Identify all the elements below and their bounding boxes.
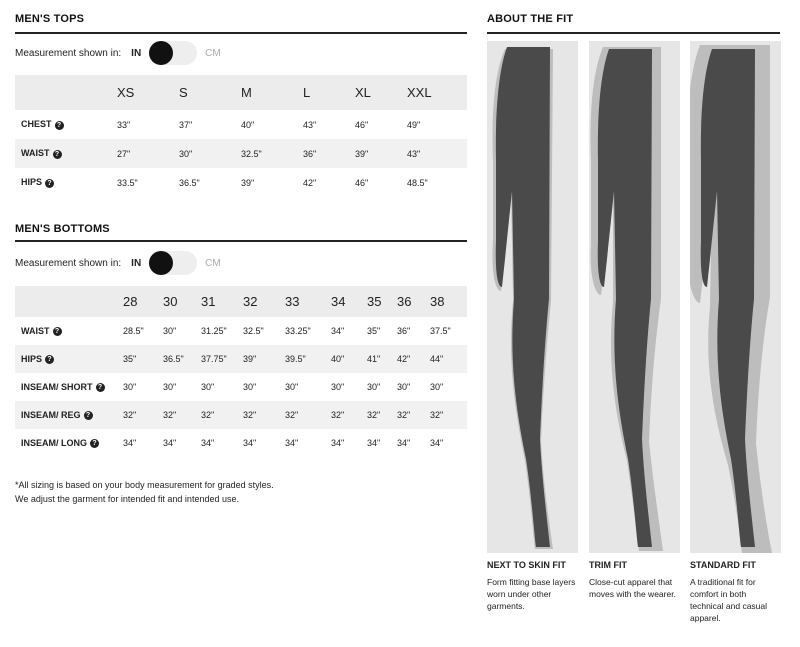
- table-cell: 35": [123, 354, 137, 364]
- tops-size-table: [15, 75, 467, 197]
- table-cell: 32": [367, 410, 381, 420]
- tops-size-header: M: [241, 85, 252, 100]
- row-label-text: INSEAM/ SHORT: [21, 381, 93, 392]
- bottoms-size-header: 32: [243, 294, 258, 309]
- fit-name-trim: TRIM FIT: [589, 560, 627, 570]
- fit-figure-trim: [589, 41, 680, 553]
- table-cell: 32.5": [243, 326, 264, 336]
- bottoms-size-header: 33: [285, 294, 300, 309]
- table-cell: 42": [303, 177, 317, 188]
- table-cell: 30": [331, 382, 345, 392]
- fit-desc-trim: Close-cut apparel that moves with the wearer.: [589, 577, 676, 599]
- table-cell: 32": [243, 410, 257, 420]
- table-cell: 30": [285, 382, 299, 392]
- table-row: [15, 139, 467, 168]
- table-cell: 32": [201, 410, 215, 420]
- table-cell: 36.5": [163, 354, 184, 364]
- table-cell: 32.5": [241, 148, 262, 159]
- tops-unit-cm[interactable]: CM: [205, 47, 221, 59]
- table-cell: 30": [163, 326, 177, 336]
- tops-header-empty: [15, 75, 117, 110]
- help-icon[interactable]: ?: [53, 327, 62, 336]
- tops-size-header: XL: [355, 85, 371, 100]
- table-row: [15, 168, 467, 197]
- bottoms-header-row: [15, 286, 467, 317]
- row-label-text: WAIST: [21, 148, 50, 159]
- bottoms-size-header: 30: [163, 294, 178, 309]
- bottoms-unit-toggle[interactable]: [149, 251, 197, 275]
- table-cell: 33": [117, 119, 131, 130]
- bottoms-unit-cm[interactable]: CM: [205, 257, 221, 269]
- table-cell: 34": [430, 438, 444, 448]
- help-icon[interactable]: ?: [45, 179, 54, 188]
- row-label-text: HIPS: [21, 177, 43, 188]
- toggle-knob: [149, 41, 173, 65]
- body-silhouette: [598, 49, 652, 547]
- help-icon[interactable]: ?: [84, 411, 93, 420]
- fit-figure-next-to-skin: [487, 41, 578, 553]
- table-cell: 39": [243, 354, 257, 364]
- table-cell: 40": [331, 354, 345, 364]
- bottoms-unit-in[interactable]: IN: [131, 257, 142, 269]
- table-row: [15, 317, 467, 345]
- table-row: [15, 110, 467, 139]
- table-cell: 30": [397, 382, 411, 392]
- row-label-text: INSEAM/ LONG: [21, 437, 88, 448]
- table-cell: 34": [367, 438, 381, 448]
- tops-unit-selector: [15, 41, 221, 65]
- bottoms-size-header: 35: [367, 294, 382, 309]
- help-icon[interactable]: ?: [45, 355, 54, 364]
- table-cell: 39": [241, 177, 255, 188]
- table-cell: 34": [201, 438, 215, 448]
- table-cell: 34": [331, 326, 345, 336]
- table-cell: 28.5": [123, 326, 144, 336]
- table-cell: 36": [303, 148, 317, 159]
- bottoms-size-header: 36: [397, 294, 412, 309]
- table-cell: 34": [163, 438, 177, 448]
- fit-name-standard: STANDARD FIT: [690, 560, 756, 570]
- table-cell: 30": [367, 382, 381, 392]
- tops-size-header: L: [303, 85, 311, 100]
- table-cell: 46": [355, 119, 369, 130]
- toggle-knob: [149, 251, 173, 275]
- row-label: [15, 168, 117, 197]
- table-cell: 34": [285, 438, 299, 448]
- table-cell: 32": [123, 410, 137, 420]
- table-cell: 40": [241, 119, 255, 130]
- tops-unit-label: Measurement shown in:: [15, 47, 122, 59]
- fit-name-next-to-skin: NEXT TO SKIN FIT: [487, 560, 566, 570]
- table-cell: 30": [179, 148, 193, 159]
- table-cell: 27": [117, 148, 131, 159]
- tops-unit-toggle[interactable]: [149, 41, 197, 65]
- table-row: [15, 401, 467, 429]
- table-cell: 30": [201, 382, 215, 392]
- tops-title: MEN'S TOPS: [15, 13, 85, 25]
- bottoms-size-header: 38: [430, 294, 445, 309]
- row-label: [15, 110, 117, 139]
- table-cell: 34": [123, 438, 137, 448]
- fit-figure-standard: [690, 41, 781, 553]
- tops-divider: [15, 32, 467, 34]
- tops-unit-in[interactable]: IN: [131, 47, 142, 59]
- table-cell: 30": [163, 382, 177, 392]
- row-label: [15, 139, 117, 168]
- table-cell: 33.25": [285, 326, 311, 336]
- table-cell: 48.5": [407, 177, 428, 188]
- table-cell: 32": [430, 410, 444, 420]
- bottoms-divider: [15, 240, 467, 242]
- table-cell: 37.75": [201, 354, 227, 364]
- table-row: [15, 345, 467, 373]
- sizing-note: [15, 478, 274, 506]
- row-label-text: HIPS: [21, 353, 43, 364]
- table-cell: 36": [397, 326, 411, 336]
- bottoms-title: MEN'S BOTTOMS: [15, 223, 110, 235]
- row-label: [15, 373, 123, 401]
- tops-size-header: XS: [117, 85, 135, 100]
- tops-header-row: [15, 75, 467, 110]
- help-icon[interactable]: ?: [90, 439, 99, 448]
- bottoms-size-table: [15, 286, 467, 457]
- sizing-note-line-2: We adjust the garment for intended fit and intended use.: [15, 494, 239, 504]
- table-cell: 30": [123, 382, 137, 392]
- tops-size-header: XXL: [407, 85, 432, 100]
- table-cell: 34": [397, 438, 411, 448]
- row-label-text: INSEAM/ REG: [21, 409, 81, 420]
- table-cell: 46": [355, 177, 369, 188]
- bottoms-size-header: 28: [123, 294, 138, 309]
- table-cell: 32": [285, 410, 299, 420]
- bottoms-unit-selector: [15, 251, 221, 275]
- body-silhouette: [496, 47, 550, 547]
- bottoms-unit-label: Measurement shown in:: [15, 257, 122, 269]
- table-cell: 35": [367, 326, 381, 336]
- table-row: [15, 429, 467, 457]
- table-cell: 37.5": [430, 326, 451, 336]
- table-cell: 39": [355, 148, 369, 159]
- tops-size-header: S: [179, 85, 188, 100]
- help-icon[interactable]: ?: [96, 383, 105, 392]
- table-cell: 32": [163, 410, 177, 420]
- fit-title: ABOUT THE FIT: [487, 13, 574, 25]
- table-cell: 30": [430, 382, 444, 392]
- table-cell: 30": [243, 382, 257, 392]
- body-silhouette: [701, 49, 755, 547]
- row-label-text: WAIST: [21, 325, 50, 336]
- bottoms-size-header: 31: [201, 294, 216, 309]
- table-cell: 44": [430, 354, 444, 364]
- table-cell: 34": [243, 438, 257, 448]
- table-row: [15, 373, 467, 401]
- fit-desc-next-to-skin: Form fitting base layers worn under other garments.: [487, 577, 576, 611]
- fit-desc-standard: A traditional fit for comfort in both technical and casual apparel.: [690, 577, 768, 623]
- table-cell: 32": [397, 410, 411, 420]
- table-cell: 42": [397, 354, 411, 364]
- row-label: [15, 317, 123, 345]
- table-cell: 34": [331, 438, 345, 448]
- sizing-note-line-1: *All sizing is based on your body measurement for graded styles.: [15, 480, 274, 490]
- bottoms-size-header: 34: [331, 294, 346, 309]
- fit-divider: [487, 32, 780, 34]
- row-label: [15, 401, 123, 429]
- table-cell: 37": [179, 119, 193, 130]
- row-label: [15, 345, 123, 373]
- table-cell: 32": [331, 410, 345, 420]
- table-cell: 41": [367, 354, 381, 364]
- row-label-text: CHEST: [21, 119, 52, 130]
- help-icon[interactable]: ?: [53, 150, 62, 159]
- table-cell: 33.5": [117, 177, 138, 188]
- table-cell: 39.5": [285, 354, 306, 364]
- table-cell: 31.25": [201, 326, 227, 336]
- help-icon[interactable]: ?: [55, 121, 64, 130]
- row-label: [15, 429, 123, 457]
- table-cell: 43": [407, 148, 421, 159]
- table-cell: 36.5": [179, 177, 200, 188]
- bottoms-header-empty: [15, 286, 123, 317]
- table-cell: 49": [407, 119, 421, 130]
- table-cell: 43": [303, 119, 317, 130]
